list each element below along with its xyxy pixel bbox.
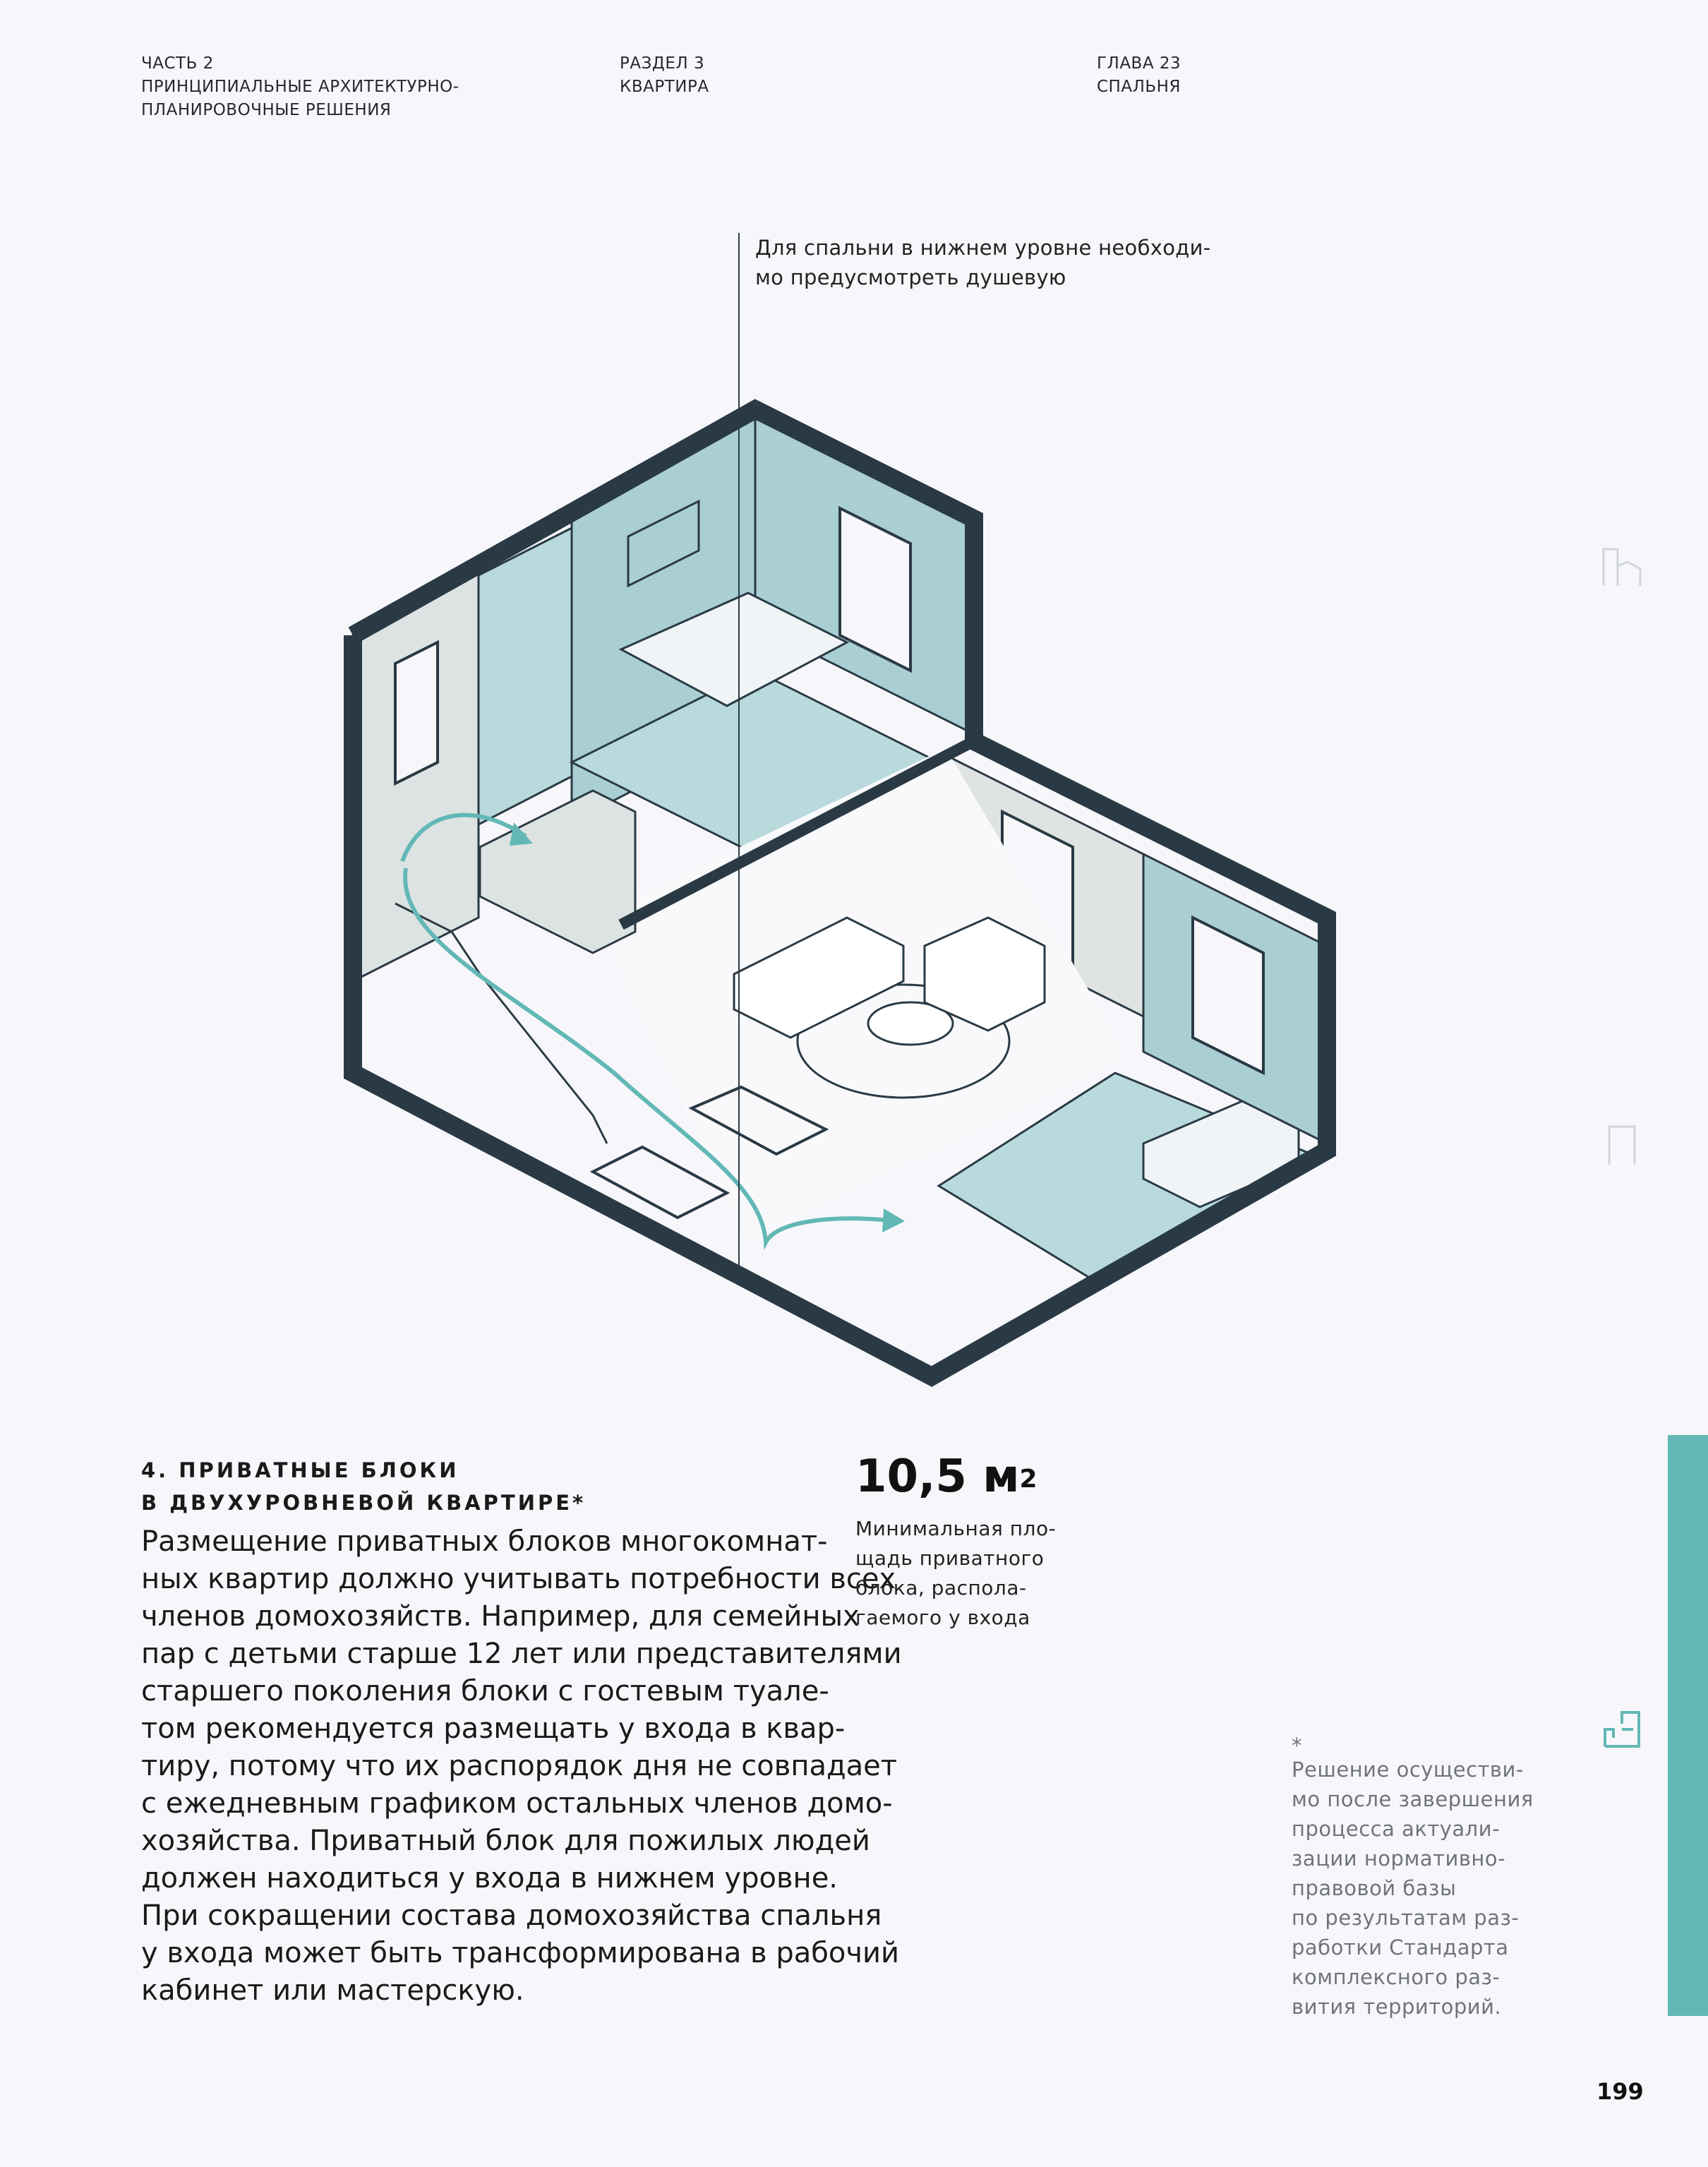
caption-line: гаемого у входа: [855, 1606, 1030, 1629]
footnote-line: комплексного раз-: [1292, 1965, 1500, 1989]
callout-leader-line: [738, 233, 740, 1271]
callout-line: Для спальни в нижнем уровне необходи-: [755, 236, 1211, 260]
header-chapter-line: СПАЛЬНЯ: [1097, 78, 1181, 96]
heading-line: В ДВУХУРОВНЕВОЙ КВАРТИРЕ*: [141, 1491, 587, 1515]
footnote: [1292, 1736, 1534, 2022]
footnote-line: мо после завершения: [1292, 1787, 1534, 1811]
section-heading: [141, 1454, 586, 1519]
body-line: том рекомендуется размещать у входа в квар-: [141, 1712, 846, 1745]
header-part-line: ПРИНЦИПИАЛЬНЫЕ АРХИТЕКТУРНО-: [141, 78, 459, 96]
header-section-line: РАЗДЕЛ 3: [620, 54, 705, 73]
body-line: тиру, потому что их распорядок дня не совпадает: [141, 1750, 898, 1782]
body-line: ных квартир должно учитывать потребности всех: [141, 1563, 896, 1595]
footnote-line: зации нормативно-: [1292, 1847, 1506, 1871]
footnote-line: правовой базы: [1292, 1876, 1457, 1900]
header-part-line: ЧАСТЬ 2: [141, 54, 214, 73]
body-paragraph: [141, 1523, 902, 2010]
footnote-line: по результатам раз-: [1292, 1906, 1520, 1930]
footnote-mark: *: [1292, 1734, 1302, 1758]
body-line: При сокращении состава домохозяйства спальня: [141, 1899, 882, 1932]
body-line: у входа может быть трансформирована в рабочий: [141, 1937, 900, 1969]
body-line: должен находиться у входа в нижнем уровне.: [141, 1862, 838, 1895]
footnote-line: Решение осуществи-: [1292, 1758, 1524, 1782]
building-icon: [1599, 545, 1644, 590]
room-icon: [1599, 1122, 1644, 1167]
heading-line: 4. ПРИВАТНЫЕ БЛОКИ: [141, 1458, 459, 1482]
area-caption: [855, 1514, 1056, 1633]
callout-text: [755, 233, 1211, 292]
body-line: Размещение приватных блоков многокомнат-: [141, 1525, 828, 1558]
body-line: кабинет или мастерскую.: [141, 1974, 524, 2007]
area-unit-sup: 2: [1019, 1465, 1038, 1494]
area-metric: [855, 1448, 1038, 1505]
body-line: членов домохозяйств. Например, для семейных: [141, 1600, 860, 1633]
footnote-line: процесса актуали-: [1292, 1817, 1500, 1841]
stair-landing: [480, 791, 635, 953]
shower-wall: [479, 528, 572, 824]
footnote-line: вития территорий.: [1292, 1995, 1502, 2019]
body-line: хозяйства. Приватный блок для пожилых людей: [141, 1825, 870, 1857]
body-line: пар с детьми старше 12 лет или представителями: [141, 1638, 902, 1670]
page-number: 199: [1596, 2078, 1644, 2105]
caption-line: блока, распола-: [855, 1576, 1027, 1599]
footnote-line: работки Стандарта: [1292, 1935, 1509, 1959]
area-value: 10,5 м: [855, 1451, 1020, 1503]
caption-line: щадь приватного: [855, 1547, 1045, 1570]
chapter-tab-bar: [1668, 1435, 1708, 2016]
callout-line: мо предусмотреть душевую: [755, 265, 1066, 289]
floorplan-icon: [1599, 1707, 1644, 1752]
header-part-line: ПЛАНИРОВОЧНЫЕ РЕШЕНИЯ: [141, 101, 392, 119]
route-arrowhead-main: [882, 1208, 905, 1232]
caption-line: Минимальная пло-: [855, 1517, 1057, 1540]
header-section-line: КВАРТИРА: [620, 78, 709, 96]
left-window: [395, 642, 438, 784]
header-chapter-line: ГЛАВА 23: [1097, 54, 1181, 73]
body-line: старшего поколения блоки с гостевым туале-: [141, 1675, 829, 1707]
body-line: с ежедневным графиком остальных членов домо-: [141, 1787, 893, 1820]
